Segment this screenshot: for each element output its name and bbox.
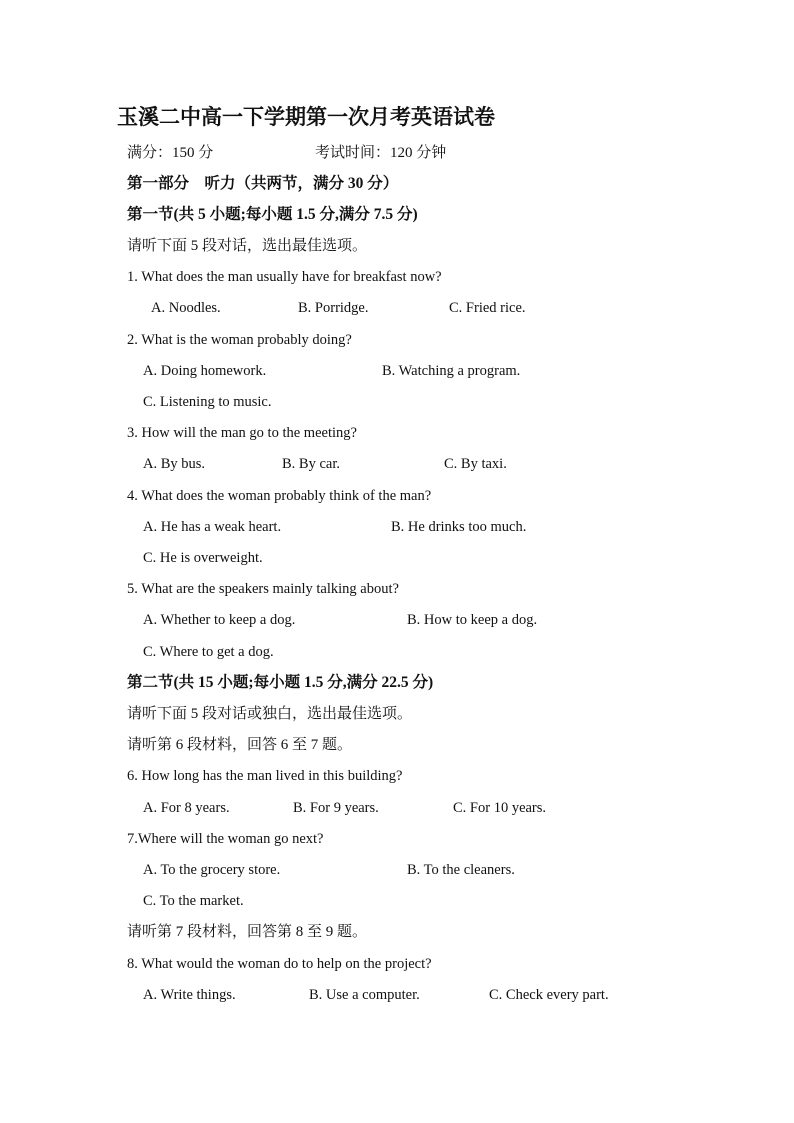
exam-time: 考试时间：120 分钟 [315,145,447,161]
question-1: 1. What does the man usually have for breakfast now? [127,269,442,285]
page-title: 玉溪二中高一下学期第一次月考英语试卷 [117,105,495,129]
section2-instruction: 请听下面 5 段对话或独白，选出最佳选项。 [127,706,413,722]
q2-option-c: C. Listening to music. [143,394,272,410]
q6-option-c: C. For 10 years. [453,800,547,816]
q1-option-c: C. Fried rice. [449,300,526,316]
q2-option-a: A. Doing homework. [143,363,267,379]
q6-option-b: B. For 9 years. [293,800,379,816]
q4-option-b: B. He drinks too much. [391,519,527,535]
q3-option-b: B. By car. [282,456,340,472]
q1-option-a: A. Noodles. [151,300,221,316]
q4-option-a: A. He has a weak heart. [143,519,282,535]
section2-heading: 第二节(共 15 小题;每小题 1.5 分,满分 22.5 分) [127,674,434,691]
question-3: 3. How will the man go to the meeting? [127,425,357,441]
q1-option-b: B. Porridge. [298,300,369,316]
q3-option-a: A. By bus. [143,456,206,472]
material-7-note: 请听第 7 段材料，回答第 8 至 9 题。 [127,924,368,940]
part-heading: 第一部分 听力（共两节，满分 30 分） [127,175,399,192]
question-8: 8. What would the woman do to help on the project? [127,956,432,972]
q5-option-a: A. Whether to keep a dog. [143,612,296,628]
q8-option-a: A. Write things. [143,987,236,1003]
material-6-note: 请听第 6 段材料，回答 6 至 7 题。 [127,737,353,753]
q2-option-b: B. Watching a program. [382,363,521,379]
section1-instruction: 请听下面 5 段对话，选出最佳选项。 [127,238,368,254]
question-4: 4. What does the woman probably think of the man? [127,488,432,504]
question-7: 7.Where will the woman go next? [127,831,324,847]
question-2: 2. What is the woman probably doing? [127,332,352,348]
question-6: 6. How long has the man lived in this building? [127,768,403,784]
q4-option-c: C. He is overweight. [143,550,263,566]
q7-option-b: B. To the cleaners. [407,862,515,878]
q7-option-c: C. To the market. [143,893,244,909]
full-score: 满分：150 分 [127,145,214,161]
q3-option-c: C. By taxi. [444,456,507,472]
q7-option-a: A. To the grocery store. [143,862,281,878]
section1-heading: 第一节(共 5 小题;每小题 1.5 分,满分 7.5 分) [127,206,418,223]
q6-option-a: A. For 8 years. [143,800,230,816]
q5-option-b: B. How to keep a dog. [407,612,538,628]
q8-option-c: C. Check every part. [489,987,609,1003]
q5-option-c: C. Where to get a dog. [143,644,274,660]
q8-option-b: B. Use a computer. [309,987,420,1003]
question-5: 5. What are the speakers mainly talking about? [127,581,399,597]
